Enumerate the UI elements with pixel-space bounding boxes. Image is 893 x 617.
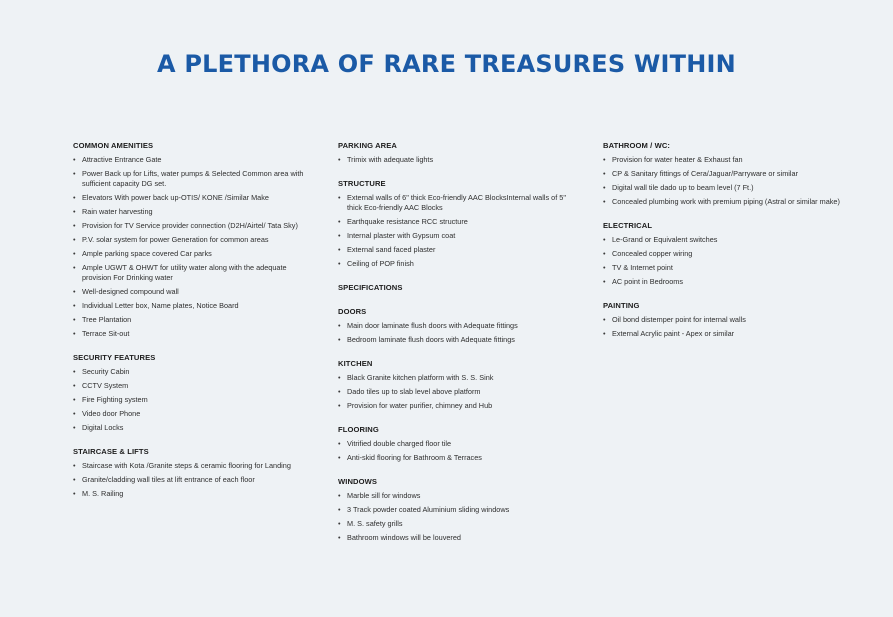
list-item: • CCTV System bbox=[73, 381, 313, 391]
list-item: • Staircase with Kota /Granite steps & ceramic flooring for Landing bbox=[73, 461, 313, 471]
list-item: • Ample parking space covered Car parks bbox=[73, 249, 313, 259]
section-heading: COMMON AMENITIES bbox=[73, 141, 154, 150]
list-item: • Elevators With power back up-OTIS/ KONE /Similar Make bbox=[73, 193, 313, 203]
list-item: • Individual Letter box, Name plates, Notice Board bbox=[73, 301, 313, 311]
list-item: • Digital Locks bbox=[73, 423, 313, 433]
list-item: • Ceiling of POP finish bbox=[338, 259, 578, 269]
page-title: A PLETHORA OF RARE TREASURES WITHIN bbox=[157, 50, 736, 78]
section-parking-area bbox=[338, 140, 578, 165]
section-specifications bbox=[338, 282, 578, 293]
list-item: • External sand faced plaster bbox=[338, 245, 578, 255]
list-item: • Granite/cladding wall tiles at lift entrance of each floor bbox=[73, 475, 313, 485]
list-item: • TV & Internet point bbox=[603, 263, 843, 273]
list-item: • Rain water harvesting bbox=[73, 207, 313, 217]
list-item: • Vitrified double charged floor tile bbox=[338, 439, 578, 449]
list-item: • Bathroom windows will be louvered bbox=[338, 533, 578, 543]
feature-list bbox=[73, 367, 313, 433]
section-doors bbox=[338, 306, 578, 345]
list-item: • 3 Track powder coated Aluminium sliding windows bbox=[338, 505, 578, 515]
list-item: • CP & Sanitary fittings of Cera/Jaguar/Parryware or similar bbox=[603, 169, 843, 179]
list-item: • Main door laminate flush doors with Adequate fittings bbox=[338, 321, 578, 331]
feature-list bbox=[338, 193, 578, 269]
list-item: • P.V. solar system for power Generation for common areas bbox=[73, 235, 313, 245]
list-item: • Earthquake resistance RCC structure bbox=[338, 217, 578, 227]
section-heading: PARKING AREA bbox=[338, 141, 397, 150]
section-heading: PAINTING bbox=[603, 301, 640, 310]
feature-list bbox=[603, 315, 843, 339]
section-bathroom-wc bbox=[603, 140, 843, 207]
list-item: • External walls of 6" thick Eco-friendly AAC BlocksInternal walls of 5" thick Eco-friendly AAC Blocks bbox=[338, 193, 578, 213]
list-item: • AC point in Bedrooms bbox=[603, 277, 843, 287]
list-item: • Anti-skid flooring for Bathroom & Terraces bbox=[338, 453, 578, 463]
list-item: • Concealed plumbing work with premium piping (Astral or similar make) bbox=[603, 197, 843, 207]
feature-list bbox=[338, 491, 578, 543]
list-item: • Provision for TV Service provider connection (D2H/Airtel/ Tata Sky) bbox=[73, 221, 313, 231]
list-item: • Well-designed compound wall bbox=[73, 287, 313, 297]
column-2 bbox=[338, 140, 578, 556]
section-heading: SECURITY FEATURES bbox=[73, 353, 156, 362]
section-staircase-lifts bbox=[73, 446, 313, 499]
list-item: • Oil bond distemper point for internal walls bbox=[603, 315, 843, 325]
section-heading: STAIRCASE & LIFTS bbox=[73, 447, 149, 456]
list-item: • Concealed copper wiring bbox=[603, 249, 843, 259]
feature-list bbox=[338, 321, 578, 345]
feature-list bbox=[338, 155, 578, 165]
list-item: • Fire Fighting system bbox=[73, 395, 313, 405]
section-electrical bbox=[603, 220, 843, 287]
section-security-features bbox=[73, 352, 313, 433]
section-heading: FLOORING bbox=[338, 425, 379, 434]
list-item: • Video door Phone bbox=[73, 409, 313, 419]
list-item: • Ample UGWT & OHWT for utility water along with the adequate provision For Drinking water bbox=[73, 263, 313, 283]
section-painting bbox=[603, 300, 843, 339]
feature-list bbox=[73, 155, 313, 339]
section-heading: STRUCTURE bbox=[338, 179, 386, 188]
list-item: • External Acrylic paint - Apex or similar bbox=[603, 329, 843, 339]
list-item: • Terrace Sit-out bbox=[73, 329, 313, 339]
feature-list bbox=[338, 439, 578, 463]
list-item: • Bedroom laminate flush doors with Adequate fittings bbox=[338, 335, 578, 345]
section-common-amenities bbox=[73, 140, 313, 339]
list-item: • Marble sill for windows bbox=[338, 491, 578, 501]
list-item: • M. S. safety grills bbox=[338, 519, 578, 529]
feature-list bbox=[338, 373, 578, 411]
section-structure bbox=[338, 178, 578, 269]
feature-list bbox=[73, 461, 313, 499]
column-1 bbox=[73, 140, 313, 512]
list-item: • Dado tiles up to slab level above platform bbox=[338, 387, 578, 397]
section-heading: WINDOWS bbox=[338, 477, 378, 486]
section-flooring bbox=[338, 424, 578, 463]
list-item: • Le-Grand or Equivalent switches bbox=[603, 235, 843, 245]
list-item: • M. S. Railing bbox=[73, 489, 313, 499]
list-item: • Provision for water purifier, chimney and Hub bbox=[338, 401, 578, 411]
feature-list bbox=[603, 155, 843, 207]
list-item: • Security Cabin bbox=[73, 367, 313, 377]
section-heading: BATHROOM / WC: bbox=[603, 141, 671, 150]
list-item: • Internal plaster with Gypsum coat bbox=[338, 231, 578, 241]
list-item: • Black Granite kitchen platform with S. S. Sink bbox=[338, 373, 578, 383]
section-heading: DOORS bbox=[338, 307, 367, 316]
section-heading: KITCHEN bbox=[338, 359, 373, 368]
column-3 bbox=[603, 140, 843, 352]
section-heading: SPECIFICATIONS bbox=[338, 283, 403, 292]
list-item: • Power Back up for Lifts, water pumps & Selected Common area with sufficient capacity DG set. bbox=[73, 169, 313, 189]
list-item: • Tree Plantation bbox=[73, 315, 313, 325]
feature-list bbox=[603, 235, 843, 287]
section-windows bbox=[338, 476, 578, 543]
list-item: • Provision for water heater & Exhaust fan bbox=[603, 155, 843, 165]
section-kitchen bbox=[338, 358, 578, 411]
list-item: • Digital wall tile dado up to beam level (7 Ft.) bbox=[603, 183, 843, 193]
list-item: • Attractive Entrance Gate bbox=[73, 155, 313, 165]
section-heading: ELECTRICAL bbox=[603, 221, 653, 230]
list-item: • Trimix with adequate lights bbox=[338, 155, 578, 165]
